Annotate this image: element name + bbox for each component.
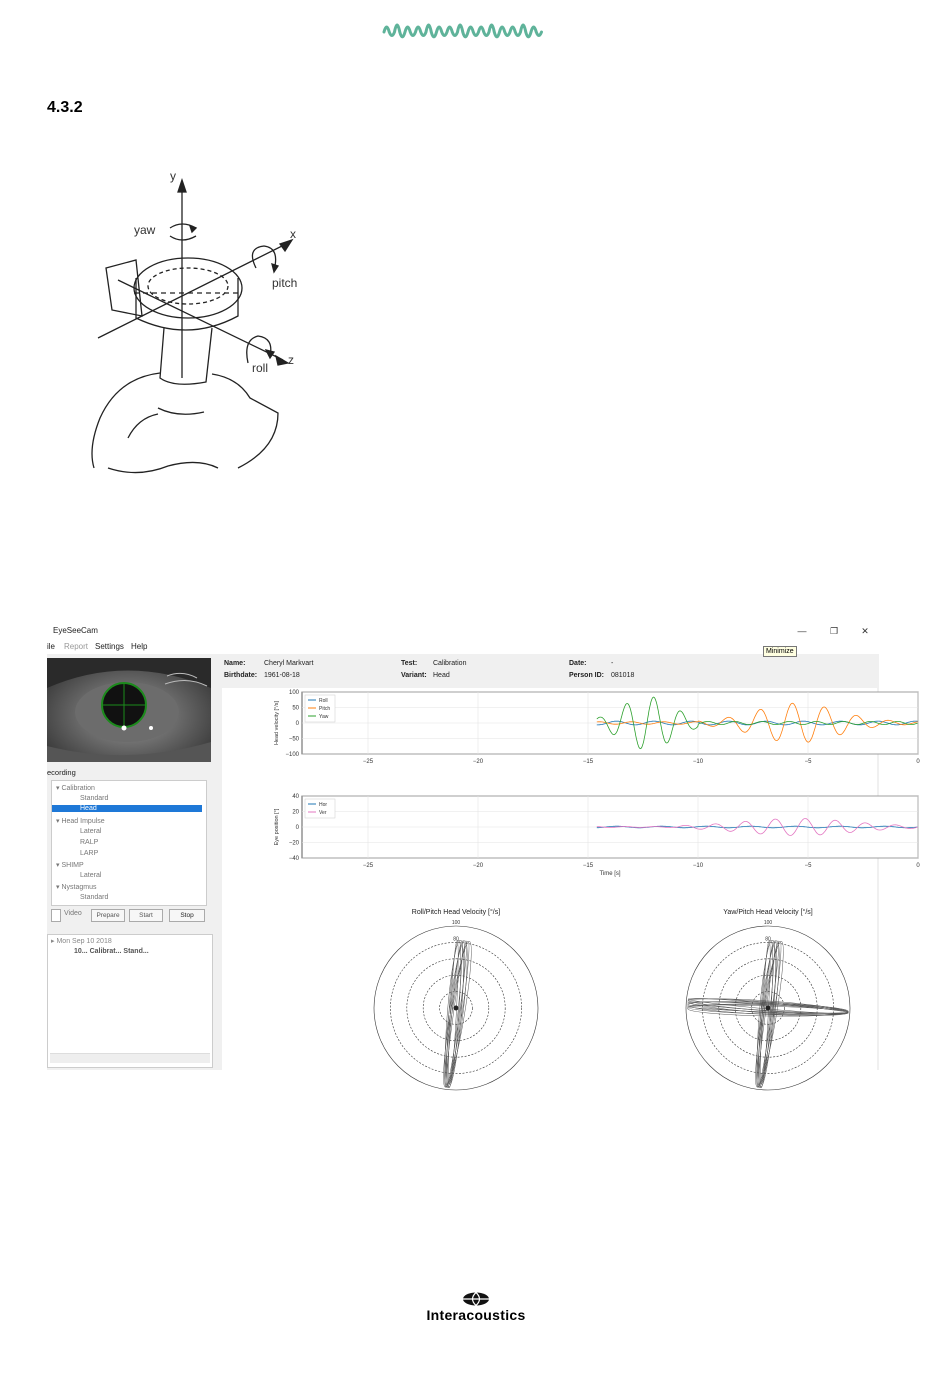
tree-item-nystagmus[interactable]: ▾ Nystagmus	[56, 884, 97, 891]
history-entry[interactable]: 10... Calibrat... Stand...	[74, 948, 149, 955]
fig-label-yaw: yaw	[134, 223, 156, 237]
video-checkbox[interactable]	[51, 909, 61, 922]
tree-item-ralp[interactable]: RALP	[80, 839, 99, 846]
legend-label: Pitch	[319, 706, 331, 712]
control-bar	[51, 909, 205, 923]
polar-trace-vertical	[440, 940, 472, 1088]
polar-r-label: 80	[765, 936, 771, 943]
stop-button[interactable]: Stop	[169, 909, 205, 922]
test-tree	[51, 780, 207, 906]
recording-label: ecording	[47, 768, 76, 777]
x-tick-label: −20	[472, 863, 484, 869]
head-rotation-figure	[78, 168, 318, 488]
patient-name: Cheryl Markvart	[264, 660, 314, 667]
y-tick-label: 20	[292, 809, 299, 816]
menu-report[interactable]: Report	[64, 642, 89, 651]
wave-logo	[380, 8, 545, 44]
y-tick-label: 40	[292, 794, 299, 800]
minimize-button[interactable]: —	[797, 626, 807, 636]
video-label: Video	[64, 910, 82, 917]
x-tick-label: −15	[582, 863, 594, 869]
tree-item-larp[interactable]: LARP	[80, 850, 99, 857]
x-axis-label: Time [s]	[599, 871, 621, 877]
x-tick-label: −20	[472, 759, 484, 765]
restore-button[interactable]: ❐	[829, 626, 839, 636]
x-tick-label: −25	[362, 759, 374, 765]
legend	[305, 799, 335, 818]
test-variant: Head	[433, 672, 450, 679]
tree-item-nystagmus-standard[interactable]: Standard	[80, 894, 109, 901]
test-date: -	[611, 660, 614, 667]
polar-center	[454, 1006, 459, 1011]
x-tick-label: −5	[804, 863, 812, 869]
person-id: 081018	[611, 672, 635, 679]
fig-label-z: z	[288, 353, 294, 367]
title-bar	[47, 622, 879, 640]
patient-info: Name: Cheryl Markvart Birthdate: 1961-08-18 Test: Calibration Variant: Head Date: - Person ID: 081018	[222, 658, 876, 686]
y-tick-label: 0	[295, 825, 299, 831]
menu-help[interactable]: Help	[131, 642, 148, 651]
fig-label-y: y	[170, 169, 176, 183]
polar-r-label: 100	[763, 920, 773, 926]
start-button[interactable]: Start	[129, 909, 163, 922]
legend-label: Hor	[319, 802, 328, 808]
patient-birthdate: 1961-08-18	[264, 672, 300, 679]
fig-label-pitch: pitch	[272, 276, 298, 290]
polar-title: Roll/Pitch Head Velocity [°/s]	[411, 909, 501, 916]
y-tick-label: −20	[288, 840, 299, 847]
x-tick-label: −10	[692, 863, 704, 869]
menu-file[interactable]: ile	[47, 642, 56, 651]
tree-item-head[interactable]: Head	[52, 805, 202, 812]
fig-label-x: x	[290, 227, 296, 241]
tree-item-shimp-lateral[interactable]: Lateral	[80, 872, 102, 879]
x-tick-label: −10	[692, 759, 704, 765]
y-axis-label: Eye position [°]	[274, 808, 280, 846]
plots-area	[222, 688, 920, 1070]
history-date-node[interactable]: ▸ Mon Sep 10 2018	[51, 938, 112, 945]
fig-label-roll: roll	[252, 361, 269, 375]
brand-name: Interacoustics	[426, 1307, 526, 1323]
close-button[interactable]: ✕	[861, 626, 869, 636]
polar-title: Yaw/Pitch Head Velocity [°/s]	[723, 909, 813, 916]
legend-label: Roll	[319, 698, 328, 704]
section-number: 4.3.2	[47, 99, 83, 116]
y-tick-label: −100	[285, 752, 299, 758]
tree-item-lateral[interactable]: Lateral	[80, 828, 102, 835]
y-tick-label: 0	[295, 721, 299, 727]
y-tick-label: −50	[288, 736, 299, 743]
legend-label: Ver	[319, 810, 327, 816]
x-tick-label: 0	[916, 863, 920, 869]
legend	[305, 695, 335, 722]
y-tick-label: 100	[288, 690, 299, 696]
x-tick-label: −25	[362, 863, 374, 869]
prepare-button[interactable]: Prepare	[91, 909, 125, 922]
x-tick-label: −15	[582, 759, 594, 765]
tree-item-standard[interactable]: Standard	[80, 795, 109, 802]
history-scrollbar[interactable]	[50, 1053, 210, 1063]
recording-history	[47, 934, 213, 1068]
footer-logo	[410, 1292, 542, 1324]
globe-icon	[461, 1292, 491, 1306]
menu-settings[interactable]: Settings	[95, 642, 124, 651]
eye-camera-view	[47, 658, 211, 762]
test-name: Calibration	[433, 660, 467, 667]
polar-r-label: 80	[453, 936, 459, 943]
y-tick-label: 50	[292, 705, 299, 712]
y-axis-label: Head velocity [°/s]	[274, 700, 280, 746]
tree-item-shimp[interactable]: ▾ SHIMP	[56, 862, 84, 869]
polar-r-label: 100	[451, 920, 461, 926]
minimize-tooltip: Minimize	[763, 646, 797, 657]
legend-label: Yaw	[319, 714, 329, 720]
polar-center	[766, 1006, 771, 1011]
tree-item-calibration[interactable]: ▾ Calibration	[56, 785, 95, 792]
window-title: EyeSeeCam	[53, 626, 98, 635]
x-tick-label: −5	[804, 759, 812, 765]
x-tick-label: 0	[916, 759, 920, 765]
menu-bar	[47, 640, 879, 654]
tree-item-head-impulse[interactable]: ▾ Head Impulse	[56, 818, 105, 825]
y-tick-label: −40	[288, 856, 299, 862]
eyeseecam-window	[47, 622, 920, 1070]
